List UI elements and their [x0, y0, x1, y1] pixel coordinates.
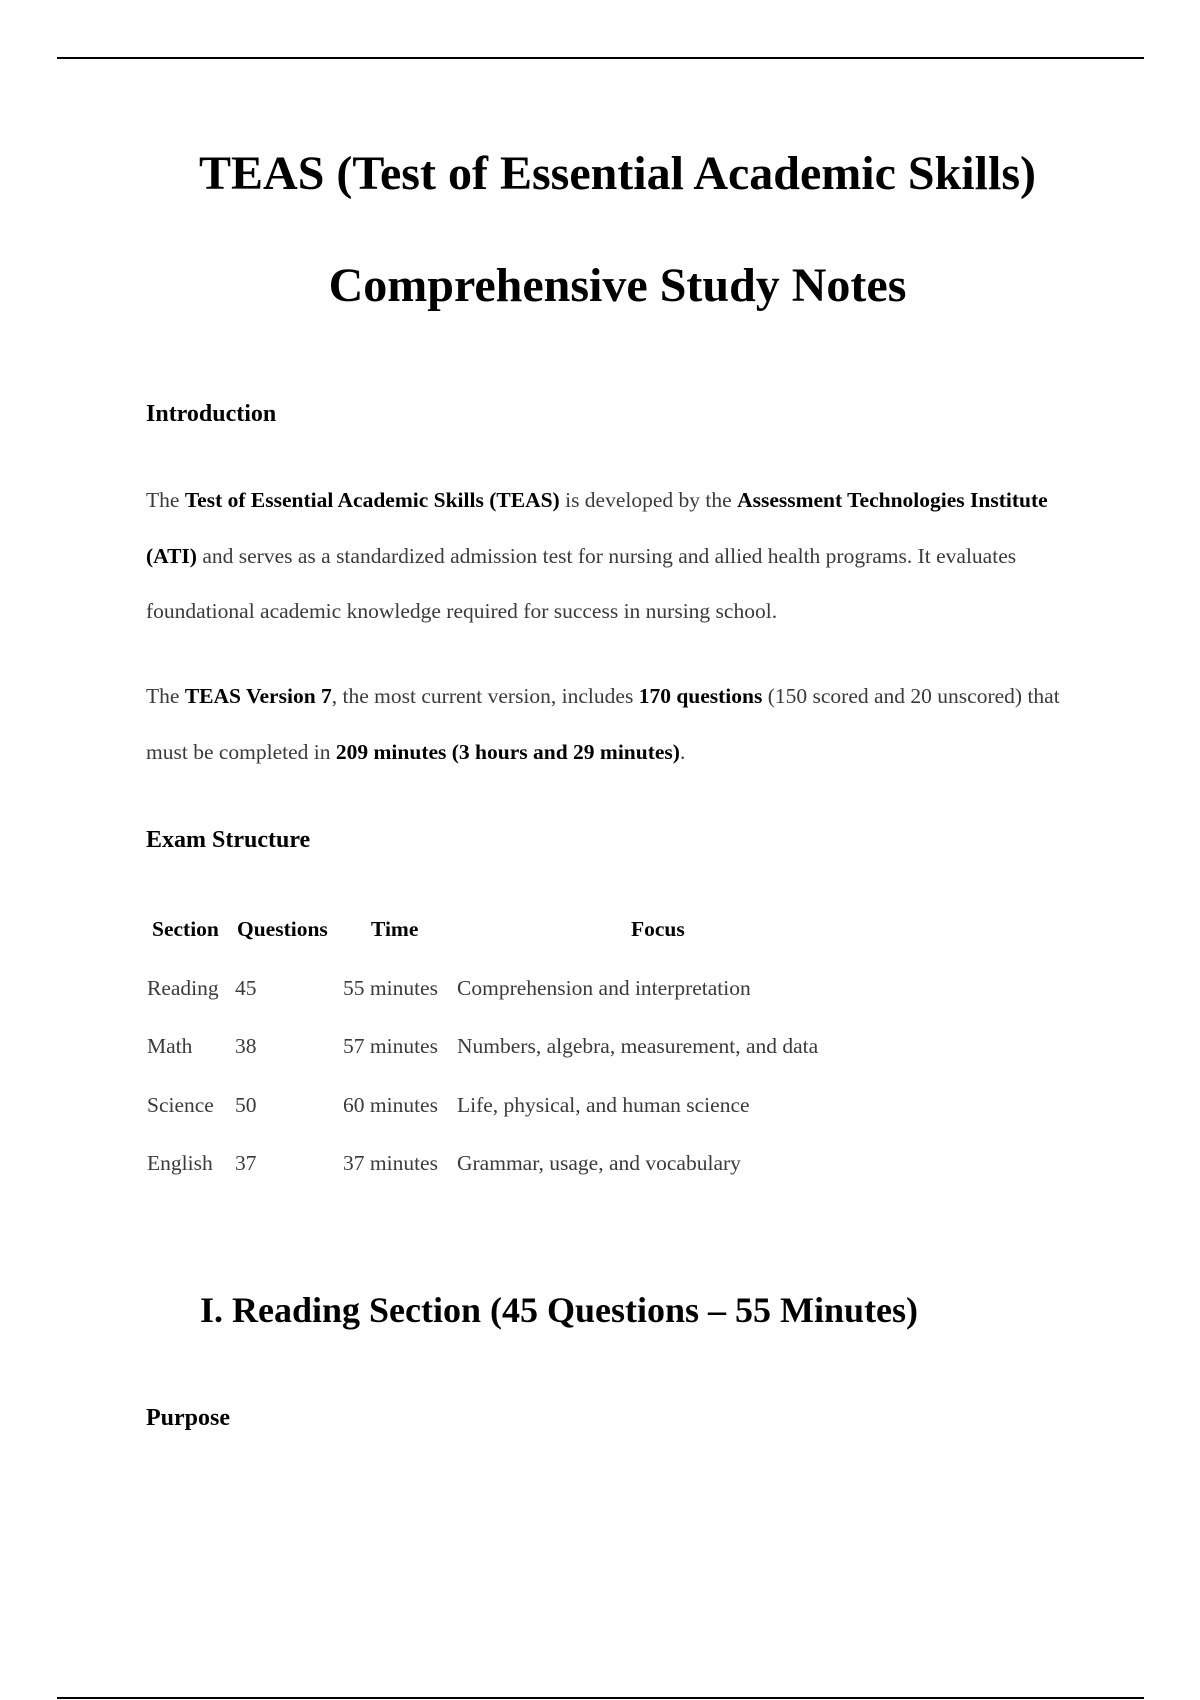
cell-questions: 50	[235, 1093, 257, 1117]
cell-section: Math	[147, 1034, 193, 1058]
document-title: TEAS (Test of Essential Academic Skills)	[199, 147, 1036, 200]
purpose-heading: Purpose	[146, 1405, 230, 1431]
header-time: Time	[371, 917, 419, 941]
cell-time: 60 minutes	[343, 1093, 438, 1117]
cell-focus: Grammar, usage, and vocabulary	[457, 1151, 741, 1175]
cell-questions: 37	[235, 1151, 257, 1175]
document-subtitle: Comprehensive Study Notes	[328, 259, 907, 312]
cell-focus: Comprehension and interpretation	[457, 976, 751, 1000]
top-rule	[57, 57, 1144, 59]
cell-section: Science	[147, 1093, 214, 1117]
cell-time: 57 minutes	[343, 1034, 438, 1058]
reading-section-heading: I. Reading Section (45 Questions – 55 Minutes)	[200, 1290, 919, 1330]
exam-structure-heading: Exam Structure	[146, 827, 311, 853]
bottom-rule	[57, 1697, 1144, 1699]
introduction-heading: Introduction	[146, 401, 277, 427]
header-questions: Questions	[237, 917, 328, 941]
introduction-paragraph-1: The Test of Essential Academic Skills (TEAS) is developed by the Assessment Technologies Institute (ATI) and serves as a standardized admission test for nursing and allied health programs. It evaluates foundational academic knowledge required for success in nursing school.	[146, 488, 1048, 623]
header-focus: Focus	[631, 917, 685, 941]
cell-time: 37 minutes	[343, 1151, 438, 1175]
cell-focus: Numbers, algebra, measurement, and data	[457, 1034, 819, 1058]
cell-section: Reading	[147, 976, 219, 1000]
cell-questions: 38	[235, 1034, 257, 1058]
cell-section: English	[147, 1151, 213, 1175]
header-section: Section	[152, 917, 219, 941]
cell-questions: 45	[235, 976, 257, 1000]
cell-focus: Life, physical, and human science	[457, 1093, 750, 1117]
cell-time: 55 minutes	[343, 976, 438, 1000]
introduction-paragraph-2: The TEAS Version 7, the most current version, includes 170 questions (150 scored and 20 unscored) that must be completed in 209 minutes (3 hours and 29 minutes).	[146, 684, 1060, 764]
